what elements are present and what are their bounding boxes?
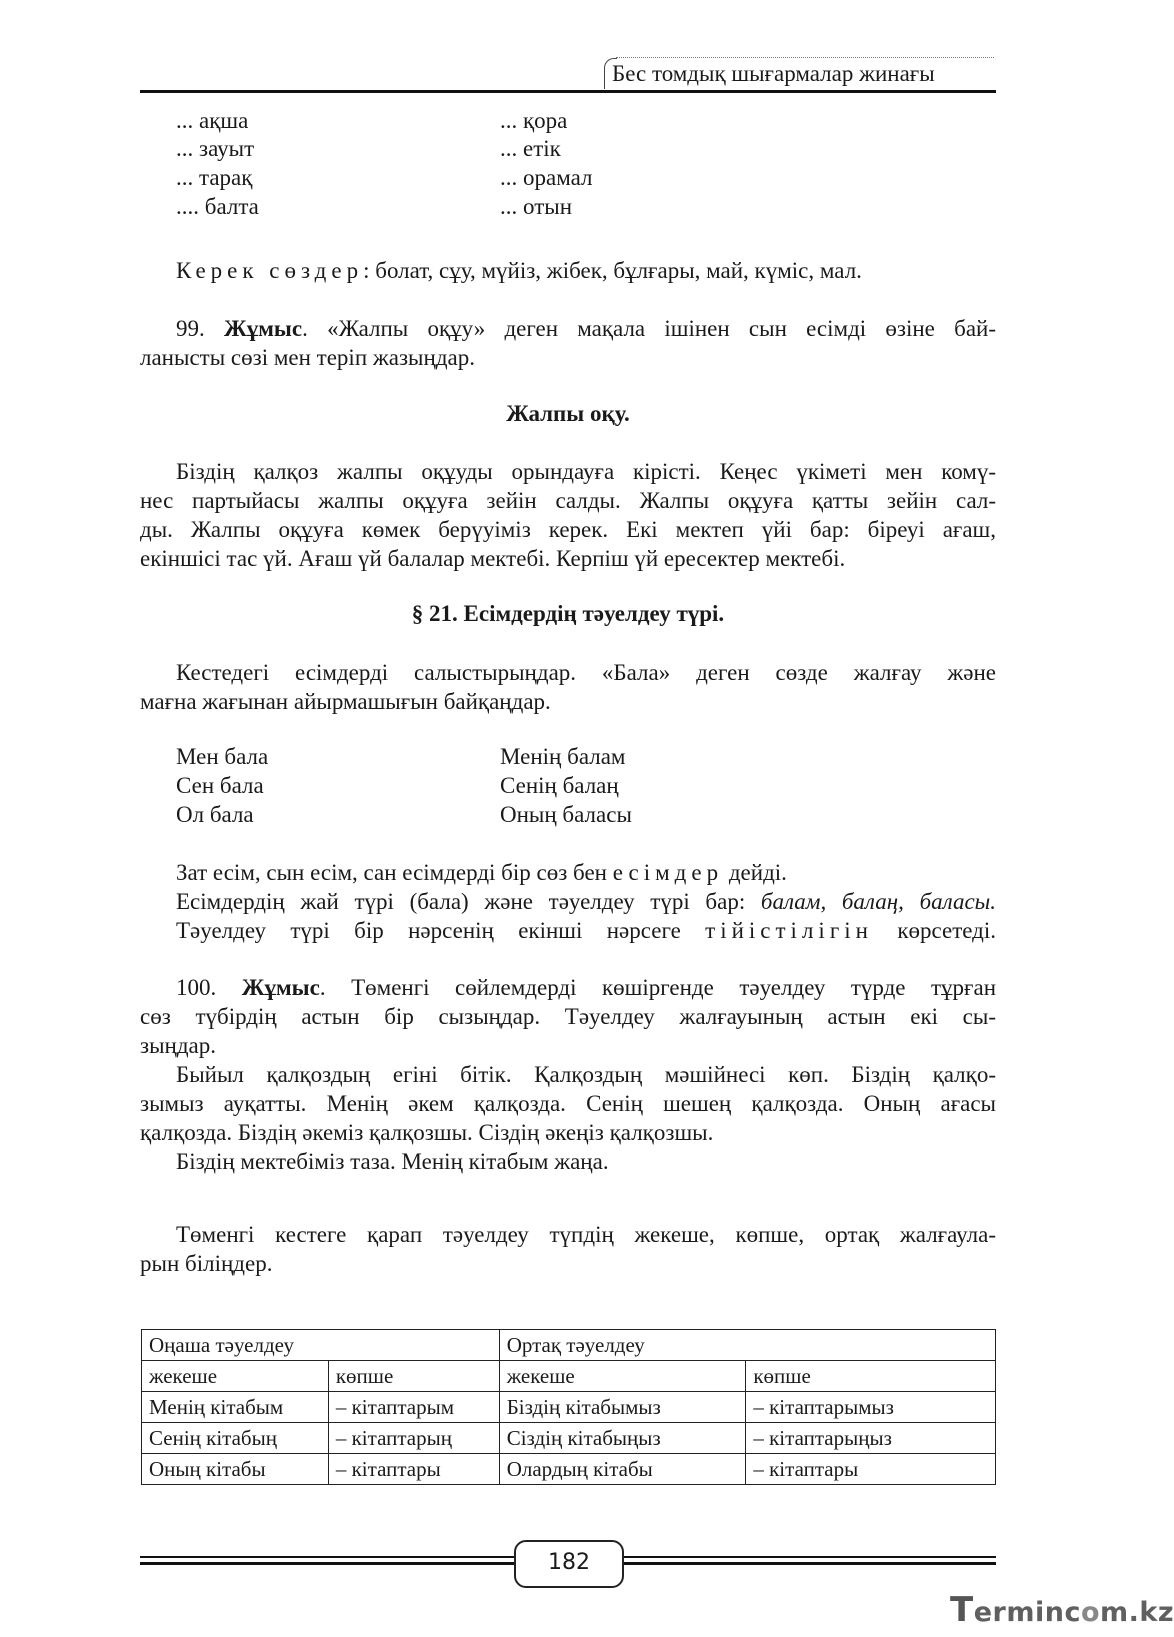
word-list-left-item: ... тарақ <box>176 165 253 190</box>
table-cell: – кітаптарыңыз <box>746 1423 996 1454</box>
task-100-sentence: Біздің мектебіміз таза. Менің кітабым жаңа. <box>176 1149 609 1174</box>
table-sub-header: жекеше <box>142 1361 329 1392</box>
table-cell: Сіздің кітабыңыз <box>499 1423 746 1454</box>
task-100-sentence: қалқозда. Біздің әкеміз қалқозшы. Сіздің әкеңіз қалқозшы. <box>140 1120 714 1145</box>
story-line: ды. Жалпы оқұуға көмек берүуіміз керек. Екі мектеп үйі бар: біреуі ағаш, <box>140 517 996 542</box>
table-group-header: Ортақ тәуелдеу <box>499 1330 995 1361</box>
task-99-number: 99. <box>176 316 205 341</box>
story-paragraph <box>140 457 996 573</box>
word-list-left-item: .... балта <box>176 194 259 219</box>
task-100-label: Жұмыс <box>241 975 320 1000</box>
rule-line: Зат есім, сын есім, сан есімдерді бір сөз бен есімдер дейді. <box>176 860 787 885</box>
word-list-right-item: ... етік <box>500 136 561 161</box>
table-sub-header-row <box>142 1361 996 1392</box>
word-list-right-item: ... отын <box>500 194 573 219</box>
table-row <box>142 1392 996 1423</box>
task-100-number: 100. <box>176 975 217 1000</box>
table-cell: Менің кітабым <box>142 1392 329 1423</box>
task-100-line: 100. Жұмыс. Төменгі сөйлемдерді көшіргенде тәуелдеу түрде тұрған <box>176 975 996 1000</box>
story-line: екіншісі тас үй. Ағаш үй балалар мектебі. Керпіш үй ересектер мектебі. <box>140 546 846 571</box>
task-99-paragraph <box>140 314 996 372</box>
table-row <box>142 1423 996 1454</box>
needed-words-label: Керек сөздер <box>176 258 364 283</box>
needed-words-text: : болат, сұу, мүйіз, жібек, бұлғары, май, күміс, мал. <box>363 258 862 283</box>
pair-left-item: Ол бала <box>176 802 254 827</box>
story-line: Біздің қалқоз жалпы оқұуды орындауға кірісті. Кеңес үкіметі мен комү- <box>176 459 996 484</box>
table-group-header-row <box>142 1330 996 1361</box>
table-intro-line: Төменгі кестеге қарап тәуелдеу түпдің жекеше, көпше, ортақ жалғаула- <box>176 1222 996 1247</box>
rule-line: Тәуелдеу түрі бір нәрсенің екінші нәрсеге тійістілігін көрсетеді. <box>176 918 996 943</box>
header-rule <box>140 90 996 93</box>
table-cell: Олардың кітабы <box>499 1454 746 1485</box>
table-cell: – кітаптары <box>746 1454 996 1485</box>
section-intro-line: мағна жағынан айырмашығын байқаңдар. <box>140 689 551 714</box>
pair-right-item: Оның баласы <box>500 802 632 827</box>
table-sub-header: көпше <box>328 1361 499 1392</box>
table-cell: Біздің кітабымыз <box>499 1392 746 1423</box>
task-100-paragraph <box>140 973 996 1176</box>
needed-words-line <box>176 256 862 285</box>
rule-line: Есімдердің жай түрі (бала) және тәуелдеу түрі бар: балам, балаң, баласы. <box>176 889 996 914</box>
section-intro-paragraph <box>140 658 996 716</box>
story-title: Жалпы оқу. <box>506 401 630 426</box>
table-cell: – кітаптарымыз <box>746 1392 996 1423</box>
page-number: 182 <box>514 1540 624 1588</box>
section-intro-line: Кестедегі есімдерді салыстырыңдар. «Бала» деген сөзде жалғау және <box>176 660 996 685</box>
pair-right-item: Сенің балаң <box>500 773 619 798</box>
table-group-header: Оңаша тәуелдеу <box>142 1330 500 1361</box>
table-cell: – кітаптарың <box>328 1423 499 1454</box>
header-dotted-line <box>616 57 994 58</box>
running-header <box>604 58 994 90</box>
table-row <box>142 1454 996 1485</box>
word-list-right-item: ... орамал <box>500 165 593 190</box>
pair-right-item: Менің балам <box>500 744 626 769</box>
task-99-label: Жұмыс <box>224 316 303 341</box>
header-corner-ornament <box>604 58 617 89</box>
task-100-sentence: Быйыл қалқоздың егіні бітік. Қалқоздың мәшійнесі көп. Біздің қалқо- <box>176 1062 996 1087</box>
table-cell: Сенің кітабың <box>142 1423 329 1454</box>
table-intro-line: рын біліңдер. <box>140 1251 273 1276</box>
pair-left-item: Сен бала <box>176 773 264 798</box>
table-sub-header: жекеше <box>499 1361 746 1392</box>
task-99-line: ланысты сөзі мен теріп жазыңдар. <box>140 345 475 370</box>
task-100-line: сөз түбірдің астын бір сызыңдар. Тәуелдеу жалғауының астын екі сы- <box>140 1004 996 1029</box>
task-100-line: зыңдар. <box>140 1033 217 1058</box>
table-sub-header: көпше <box>746 1361 996 1392</box>
section-title: § 21. Есімдердің тәуелдеу түрі. <box>411 601 725 626</box>
task-100-sentence: зымыз ауқатты. Менің әкем қалқозда. Сенің шешең қалқозда. Оның ағасы <box>140 1091 996 1116</box>
possessive-table <box>141 1329 996 1485</box>
table-cell: Оның кітабы <box>142 1454 329 1485</box>
site-watermark-logo: Termincom.kz <box>950 1590 1174 1630</box>
table-intro-paragraph <box>140 1220 996 1278</box>
header-title-text: Бес томдық шығармалар жинағы <box>612 61 935 86</box>
word-list-left-item: ... ақша <box>176 108 249 133</box>
task-99-line: 99. Жұмыс. «Жалпы оқұу» деген мақала ішінен сын есімді өзіне бай- <box>176 316 997 341</box>
table-cell: – кітаптарым <box>328 1392 499 1423</box>
word-list-right-item: ... қора <box>500 108 568 133</box>
word-list-left-item: ... зауыт <box>176 136 255 161</box>
table-cell: – кітаптары <box>328 1454 499 1485</box>
story-line: нес партыйасы жалпы оқұуға зейін салды. Жалпы оқұуға қатты зейін сал- <box>140 488 996 513</box>
pair-left-item: Мен бала <box>176 744 269 769</box>
rules-paragraph <box>140 858 996 945</box>
